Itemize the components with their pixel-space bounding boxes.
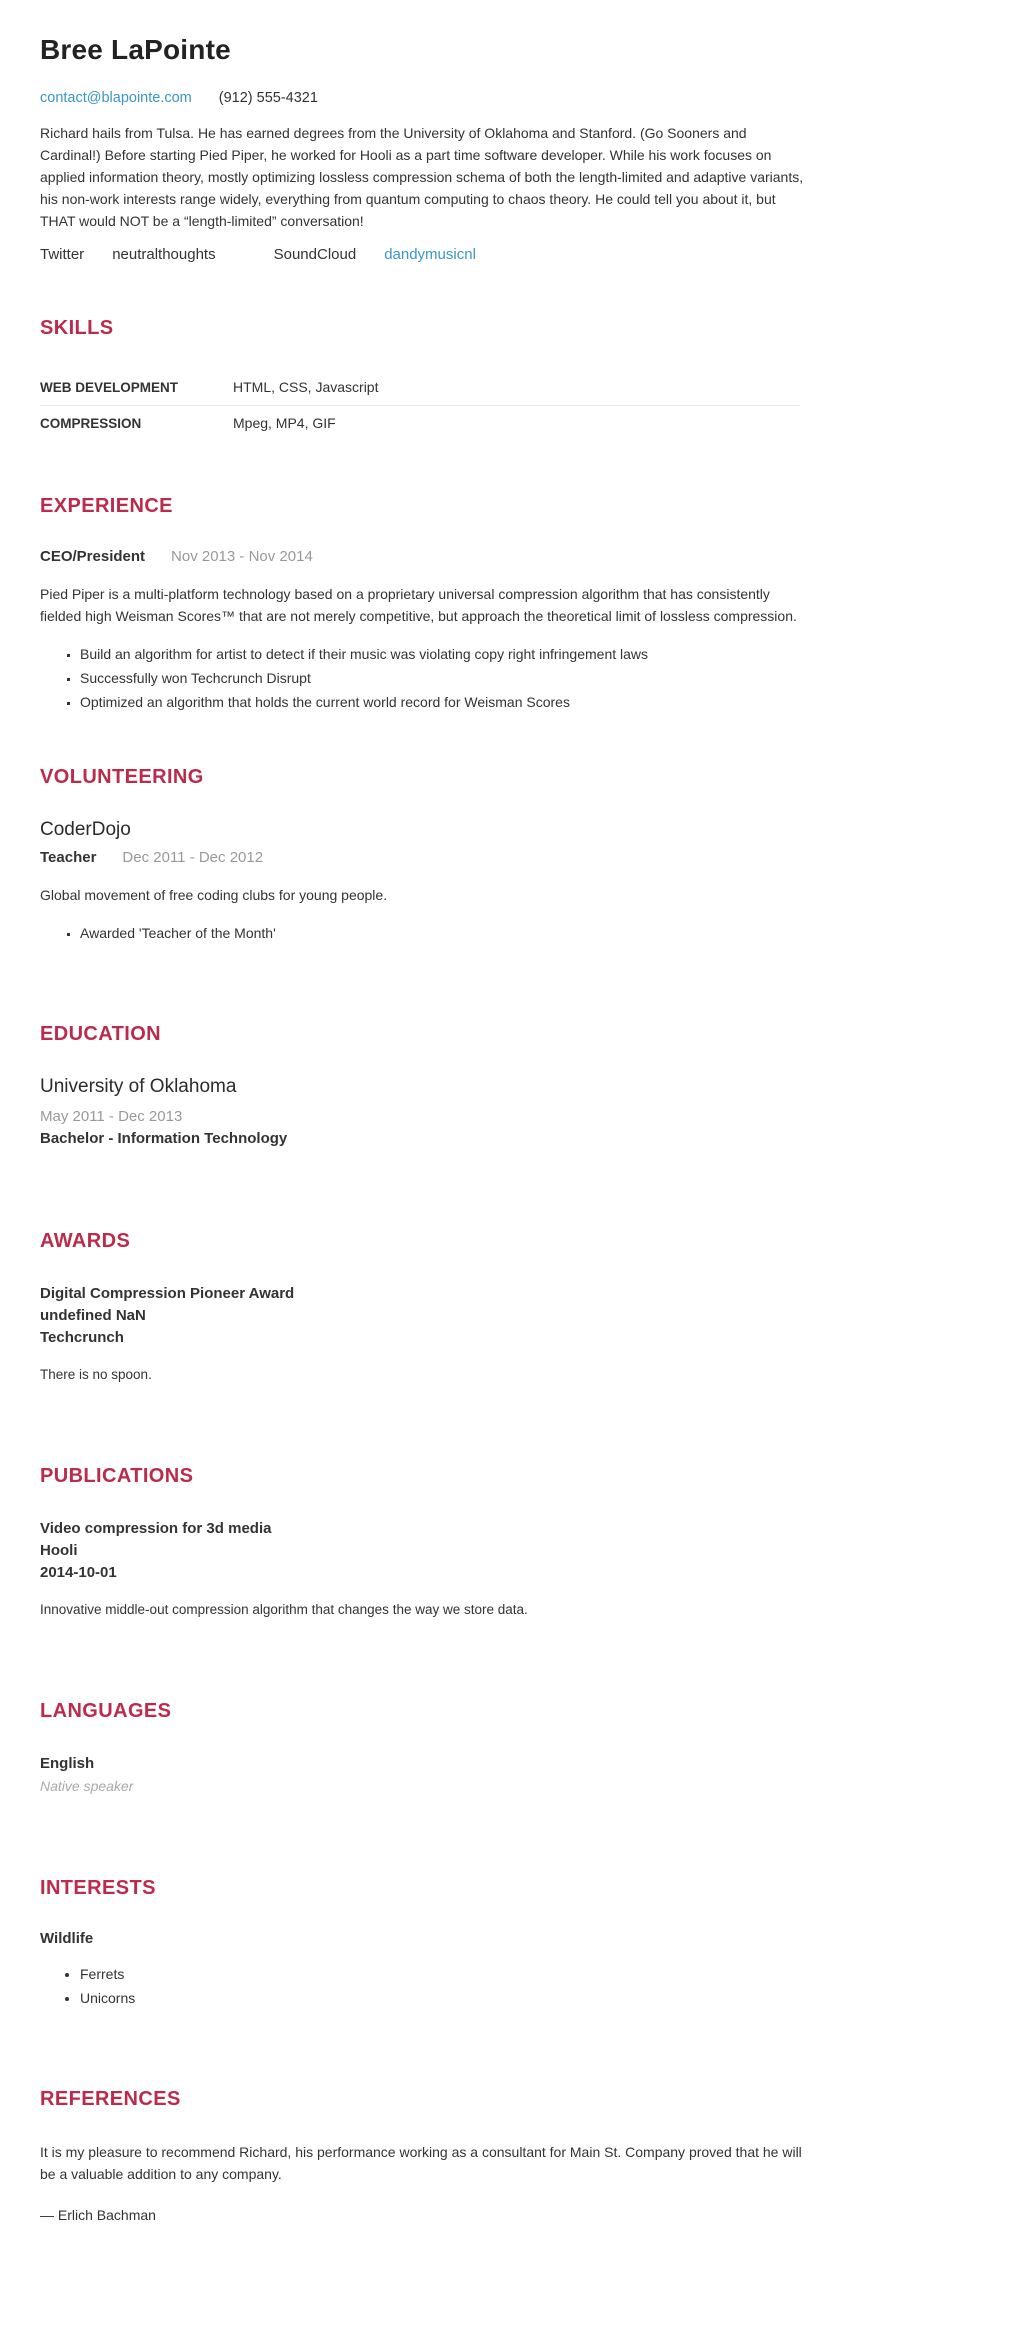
- section-education: [40, 1023, 810, 1150]
- award-summary: There is no spoon.: [40, 1367, 152, 1382]
- language-name: English: [40, 1755, 95, 1772]
- section-experience: [40, 495, 810, 712]
- job-summary: Pied Piper is a multi-platform technology based on a proprietary universal compression algorithm that has consistently fielded high Weisman Scores™ that are not merely competitive, but approach the theoretical limit of lossless compression.: [40, 586, 797, 624]
- reference-text: It is my pleasure to recommend Richard, his performance working as a consultant for Main St. Company proved that he will be a valuable addition to any company.: [40, 2144, 802, 2182]
- award-title: Digital Compression Pioneer Award: [40, 1285, 295, 1302]
- publication-name: Video compression for 3d media: [40, 1520, 272, 1537]
- interest-keyword: • Unicorns: [80, 1989, 810, 2008]
- publication-publisher: Hooli: [40, 1542, 78, 1559]
- education-heading: EDUCATION: [40, 1023, 162, 1045]
- organization-name: CoderDojo: [40, 819, 131, 840]
- publication-summary: Innovative middle-out compression algorithm that changes the way we store data.: [40, 1602, 528, 1617]
- interest-keywords-list: [40, 1965, 810, 2008]
- language-entry: [40, 1753, 810, 1797]
- email-link[interactable]: contact@blapointe.com: [40, 90, 192, 106]
- skill-row: [40, 370, 800, 406]
- job-highlight: ▪ Optimized an algorithm that holds the current world record for Weisman Scores: [80, 693, 810, 712]
- reference-entry: [40, 2141, 810, 2223]
- volunteer-highlights-list: [40, 924, 810, 943]
- profile-soundcloud: [274, 246, 476, 263]
- volunteering-entry: [40, 819, 810, 943]
- job-header: [40, 548, 810, 565]
- section-languages: [40, 1700, 810, 1797]
- skill-name: WEB DEVELOPMENT: [40, 380, 179, 395]
- volunteering-heading: VOLUNTEERING: [40, 766, 204, 788]
- reference-name: — Erlich Bachman: [40, 2207, 156, 2223]
- skills-heading: SKILLS: [40, 317, 114, 339]
- experience-entry: [40, 548, 810, 712]
- job-highlight: ▪ Build an algorithm for artist to detect if their music was violating copy right infringement laws: [80, 645, 810, 664]
- section-volunteering: [40, 766, 810, 943]
- contact-row: [40, 90, 810, 106]
- volunteer-position: Teacher: [40, 849, 97, 866]
- skill-row: [40, 406, 800, 441]
- institution-name: University of Oklahoma: [40, 1076, 237, 1097]
- publication-date: 2014-10-01: [40, 1564, 117, 1581]
- section-interests: [40, 1877, 810, 2008]
- experience-heading: EXPERIENCE: [40, 495, 173, 517]
- job-position: CEO/President: [40, 548, 146, 565]
- phone-number: (912) 555-4321: [218, 90, 318, 106]
- profile-network-label: Twitter: [40, 246, 85, 263]
- section-publications: [40, 1465, 810, 1620]
- interests-heading: INTERESTS: [40, 1877, 156, 1899]
- profiles-row: [40, 246, 810, 263]
- skill-keywords: Mpeg, MP4, GIF: [233, 415, 336, 431]
- job-highlights-list: [40, 645, 810, 712]
- profile-network-label: SoundCloud: [273, 246, 357, 263]
- section-references: [40, 2088, 810, 2223]
- volunteer-highlight: ▪ Awarded 'Teacher of the Month': [80, 924, 810, 943]
- profile-username: neutralthoughts: [112, 246, 216, 263]
- job-dates: Nov 2013 - Nov 2014: [171, 548, 313, 565]
- education-entry: [40, 1076, 810, 1150]
- person-name: Bree LaPointe: [40, 34, 231, 65]
- references-heading: REFERENCES: [40, 2088, 181, 2110]
- volunteer-summary: Global movement of free coding clubs for young people.: [40, 887, 388, 903]
- skill-keywords: HTML, CSS, Javascript: [233, 379, 379, 395]
- award-date: undefined NaN: [40, 1307, 146, 1324]
- volunteer-header: [40, 849, 810, 866]
- publications-heading: PUBLICATIONS: [40, 1465, 194, 1487]
- section-awards: [40, 1230, 810, 1385]
- publication-entry: [40, 1518, 810, 1620]
- language-fluency: Native speaker: [40, 1778, 134, 1794]
- award-entry: [40, 1283, 810, 1385]
- summary-paragraph: Richard hails from Tulsa. He has earned degrees from the University of Oklahoma and Stanford. (Go Sooners and Cardinal!) Before starting Pied Piper, he worked for Hooli as a part time software developer. While his work focuses on applied information theory, mostly optimizing lossless compression schema of both the length-limited and adaptive variants, his non-work interests range widely, everything from quantum computing to chaos theory. He could tell you about it, but THAT would NOT be a “length-limited” conversation!: [40, 125, 804, 229]
- section-skills: [40, 317, 810, 441]
- interest-keyword: • Ferrets: [80, 1965, 810, 1984]
- education-degree: Bachelor - Information Technology: [40, 1130, 288, 1147]
- award-awarder: Techcrunch: [40, 1329, 124, 1346]
- profile-username-link[interactable]: dandymusicnl: [384, 246, 476, 263]
- job-highlight: ▪ Successfully won Techcrunch Disrupt: [80, 669, 810, 688]
- awards-heading: AWARDS: [40, 1230, 131, 1252]
- languages-heading: LANGUAGES: [40, 1700, 172, 1722]
- skill-name: COMPRESSION: [40, 416, 142, 431]
- education-dates: May 2011 - Dec 2013: [40, 1108, 183, 1125]
- volunteer-dates: Dec 2011 - Dec 2012: [122, 849, 264, 866]
- profile-twitter: [40, 246, 216, 263]
- interest-name: Wildlife: [40, 1930, 94, 1947]
- interest-entry: [40, 1930, 810, 2008]
